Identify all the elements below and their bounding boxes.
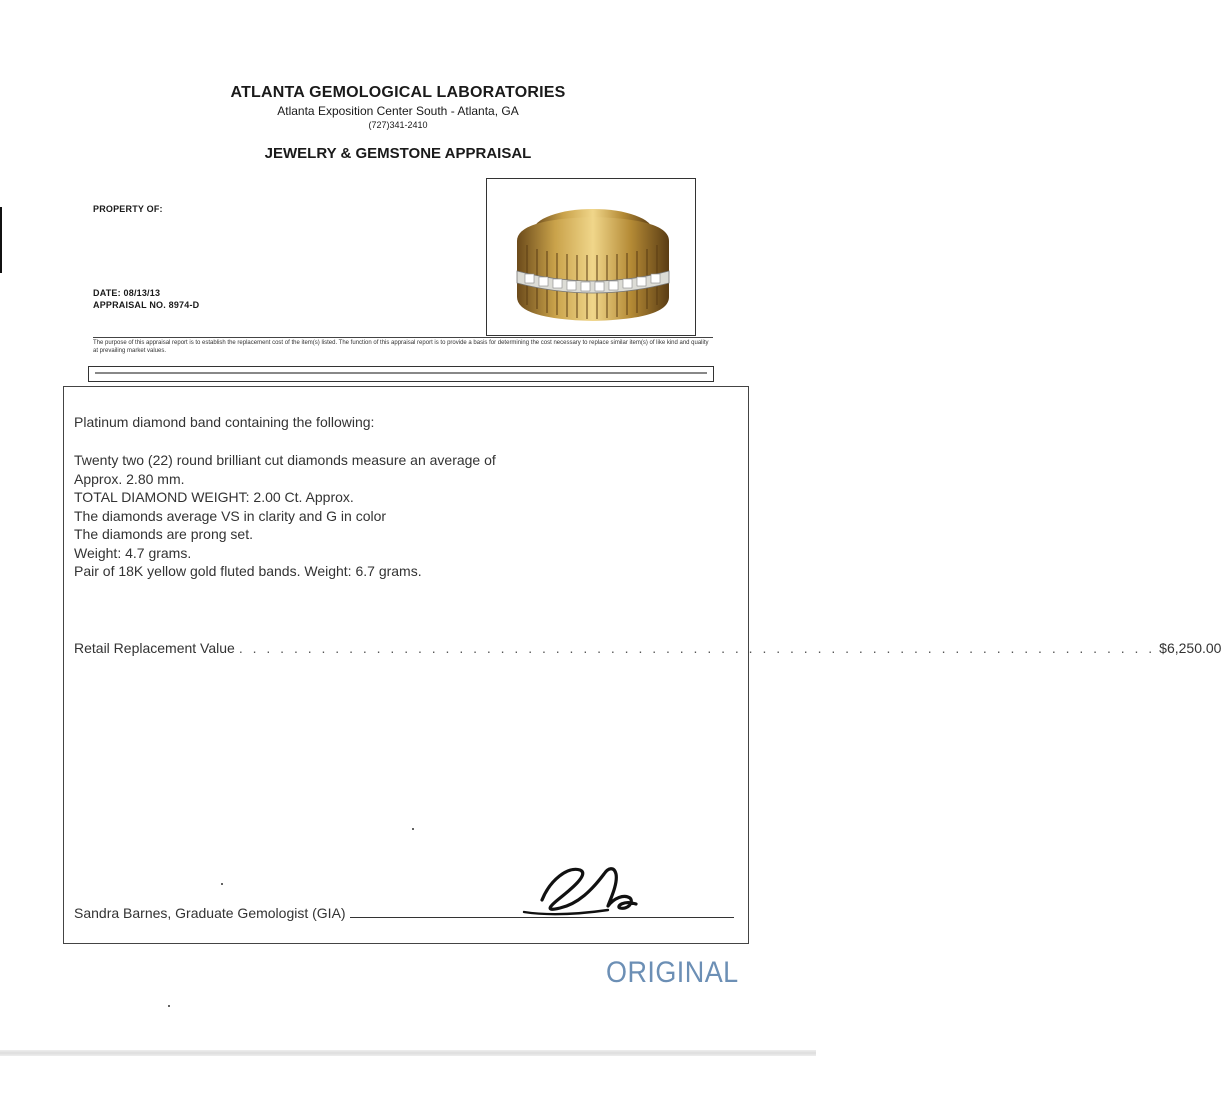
scan-artifact-bar <box>0 1050 816 1056</box>
scan-speck <box>412 828 414 830</box>
scan-edge-mark <box>0 207 2 273</box>
item-detail-line: The diamonds are prong set. <box>74 526 253 542</box>
item-detail-line: TOTAL DIAMOND WEIGHT: 2.00 Ct. Approx. <box>74 489 354 505</box>
appraisal-number: APPRAISAL NO. 8974-D <box>93 300 200 310</box>
item-detail-line: Twenty two (22) round brilliant cut diamonds measure an average of <box>74 452 496 468</box>
item-detail-line: The diamonds average VS in clarity and G in color <box>74 507 387 524</box>
lab-address: Atlanta Exposition Center South - Atlanta, GA <box>277 104 519 118</box>
appraiser-name: Sandra Barnes, Graduate Gemologist (GIA) <box>74 905 346 921</box>
lab-name: ATLANTA GEMOLOGICAL LABORATORIES <box>230 84 566 101</box>
leader-dots: . . . . . . . . . . . . . . . . . . . . . . . . . . . . . . . . . . . . . . . . . . . . . . . . . . . . . . . . . . . . . . . . . . . <box>238 640 1156 656</box>
scan-speck <box>168 1005 170 1007</box>
appraisal-date: DATE: 08/13/13 <box>93 288 161 298</box>
separator-bar-inner <box>95 372 707 374</box>
header-divider <box>93 337 713 338</box>
document-title: JEWELRY & GEMSTONE APPRAISAL <box>264 145 532 162</box>
original-stamp: ORIGINAL <box>606 956 739 989</box>
replacement-value-amount: $6,250.00 <box>1159 640 1221 656</box>
lab-phone: (727)341-2410 <box>368 120 428 130</box>
purpose-statement: The purpose of this appraisal report is to establish the replacement cost of the item(s) listed. The function of this appraisal report is to provide a basis for determining the cost necessary to replace similar item(s) of like kind and quality at prevailing market values. <box>93 340 709 354</box>
signature-line <box>350 903 734 918</box>
replacement-value-label: Retail Replacement Value <box>74 640 235 656</box>
ring-photo-icon <box>487 179 695 335</box>
replacement-value-row <box>74 640 1221 656</box>
property-of-label: PROPERTY OF: <box>93 204 163 214</box>
scan-speck <box>221 883 223 885</box>
item-details <box>74 451 634 581</box>
item-detail-line: Weight: 4.7 grams. <box>74 544 192 561</box>
item-detail-line: Approx. 2.80 mm. <box>74 470 185 487</box>
ring-photo-frame <box>486 178 696 336</box>
separator-bar <box>88 366 714 382</box>
appraiser-signature-row <box>74 903 734 921</box>
item-detail-line: Pair of 18K yellow gold fluted bands. Weight: 6.7 grams. <box>74 563 422 579</box>
item-intro: Platinum diamond band containing the following: <box>74 414 375 430</box>
